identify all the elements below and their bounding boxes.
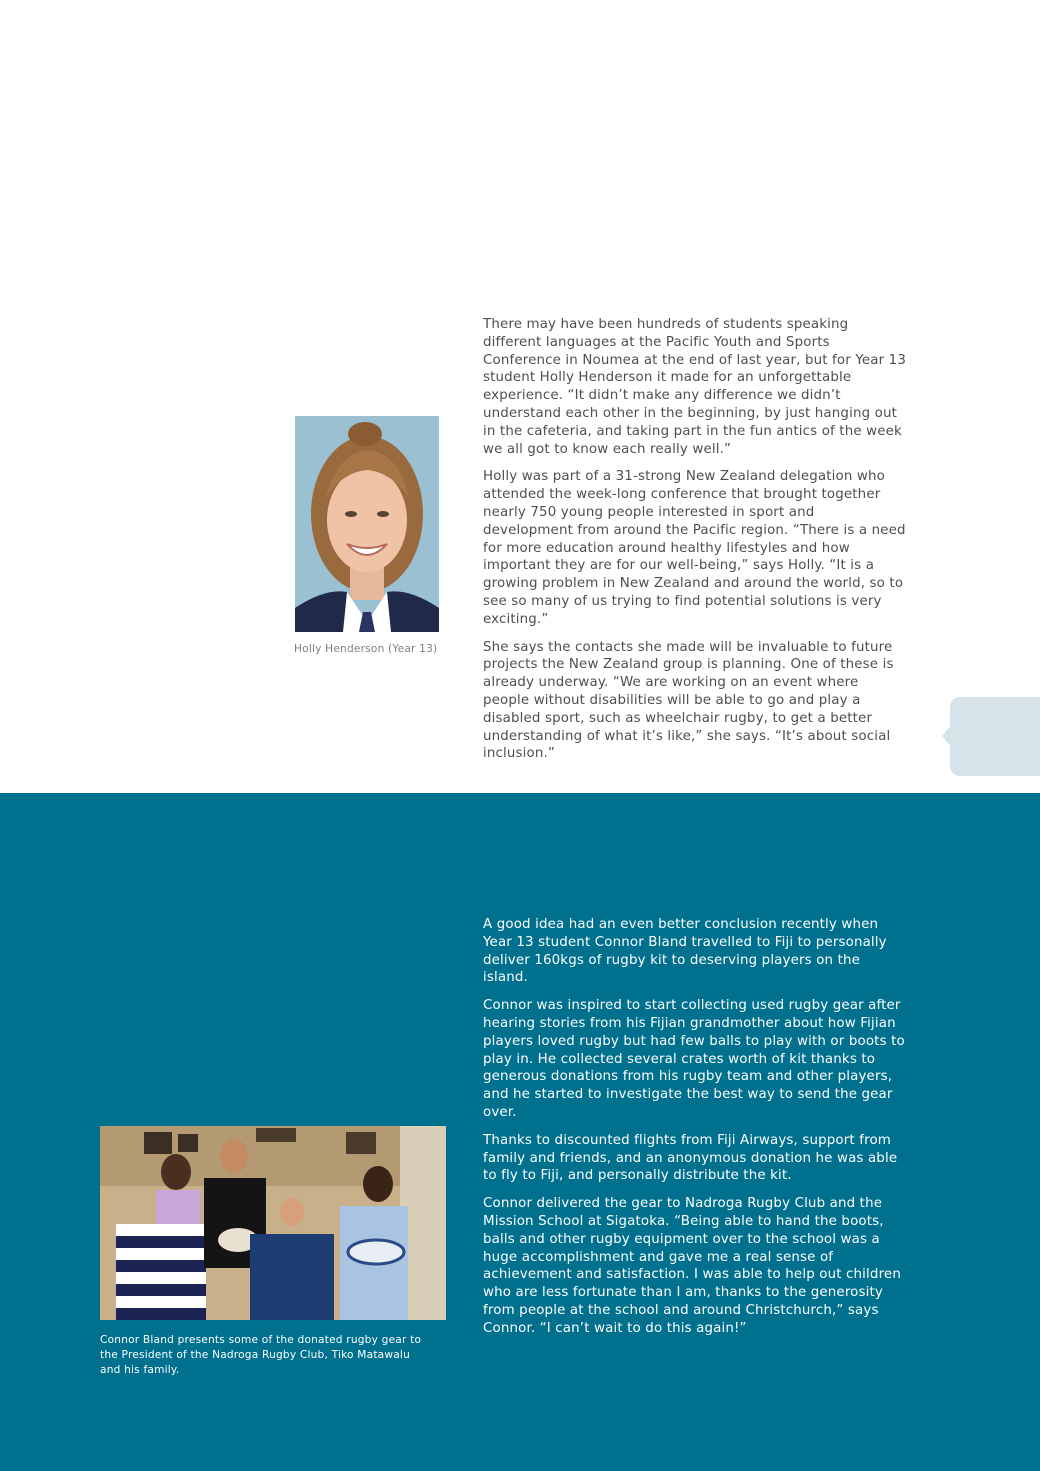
- portrait-illustration: [295, 416, 439, 632]
- holly-paragraph: Holly was part of a 31-strong New Zealand delegation who attended the week-long conference that brought together nearly 750 young people interested in sport and development from around the Pacific region. “There is a need for more education around healthy lifestyles and how important they are for our well-being,” says Holly. “It is a growing problem in New Zealand and around the world, so to see so many of us trying to find potential solutions is very exciting.”: [483, 469, 906, 627]
- connor-paragraph: A good idea had an even better conclusion recently when Year 13 student Connor Bland travelled to Fiji to personally deliver 160kgs of rugby kit to deserving players on the island.: [483, 917, 887, 986]
- holly-photo-caption: Holly Henderson (Year 13): [294, 643, 438, 655]
- connor-paragraph: Thanks to discounted flights from Fiji Airways, support from family and friends, and an anonymous donation he was able to fly to Fiji, and personally distribute the kit.: [483, 1132, 898, 1184]
- page-tab: [950, 697, 1040, 776]
- connor-article-body: [483, 916, 908, 1348]
- connor-bland-photo: [100, 1126, 446, 1320]
- holly-paragraph: There may have been hundreds of students speaking different languages at the Pacific Youth and Sports Conference in Noumea at the end of last year, but for Year 13 student Holly Henderson it made for an unforgettable experience. “It didn’t make any difference we didn’t understand each other in the beginning, by just hanging out in the cafeteria, and taking part in the fun antics of the week we all got to know each really well.”: [483, 317, 907, 457]
- group-photo-illustration: [100, 1126, 446, 1320]
- connor-paragraph: Connor delivered the gear to Nadroga Rugby Club and the Mission School at Sigatoka. “Being able to hand the boots, balls and other rugby equipment over to the school was a huge accomplishment and gave me a real sense of achievement and satisfaction. I was able to help out children who are less fortunate than I am, thanks to the generosity from people at the school and around Christchurch,” says Connor. “I can’t wait to do this again!”: [483, 1196, 901, 1336]
- holly-article-body: [483, 316, 908, 773]
- holly-paragraph: She says the contacts she made will be invaluable to future projects the New Zealand group is planning. One of these is already underway. “We are working on an event where people without disabilities will be able to go and play a disabled sport, such as wheelchair rugby, to get a better understanding of what it’s like,” she says. “It’s about social inclusion.”: [483, 639, 894, 762]
- connor-paragraph: Connor was inspired to start collecting used rugby gear after hearing stories from his Fijian grandmother about how Fijian players loved rugby but had few balls to play with or boots to play in. He collected several crates worth of kit thanks to generous donations from his rugby team and other players, and he started to investigate the best way to send the gear over.: [483, 998, 905, 1120]
- holly-henderson-photo: [295, 416, 439, 632]
- connor-photo-caption: Connor Bland presents some of the donated rugby gear to the President of the Nadroga Rugby Club, Tiko Matawalu and his family.: [100, 1334, 422, 1376]
